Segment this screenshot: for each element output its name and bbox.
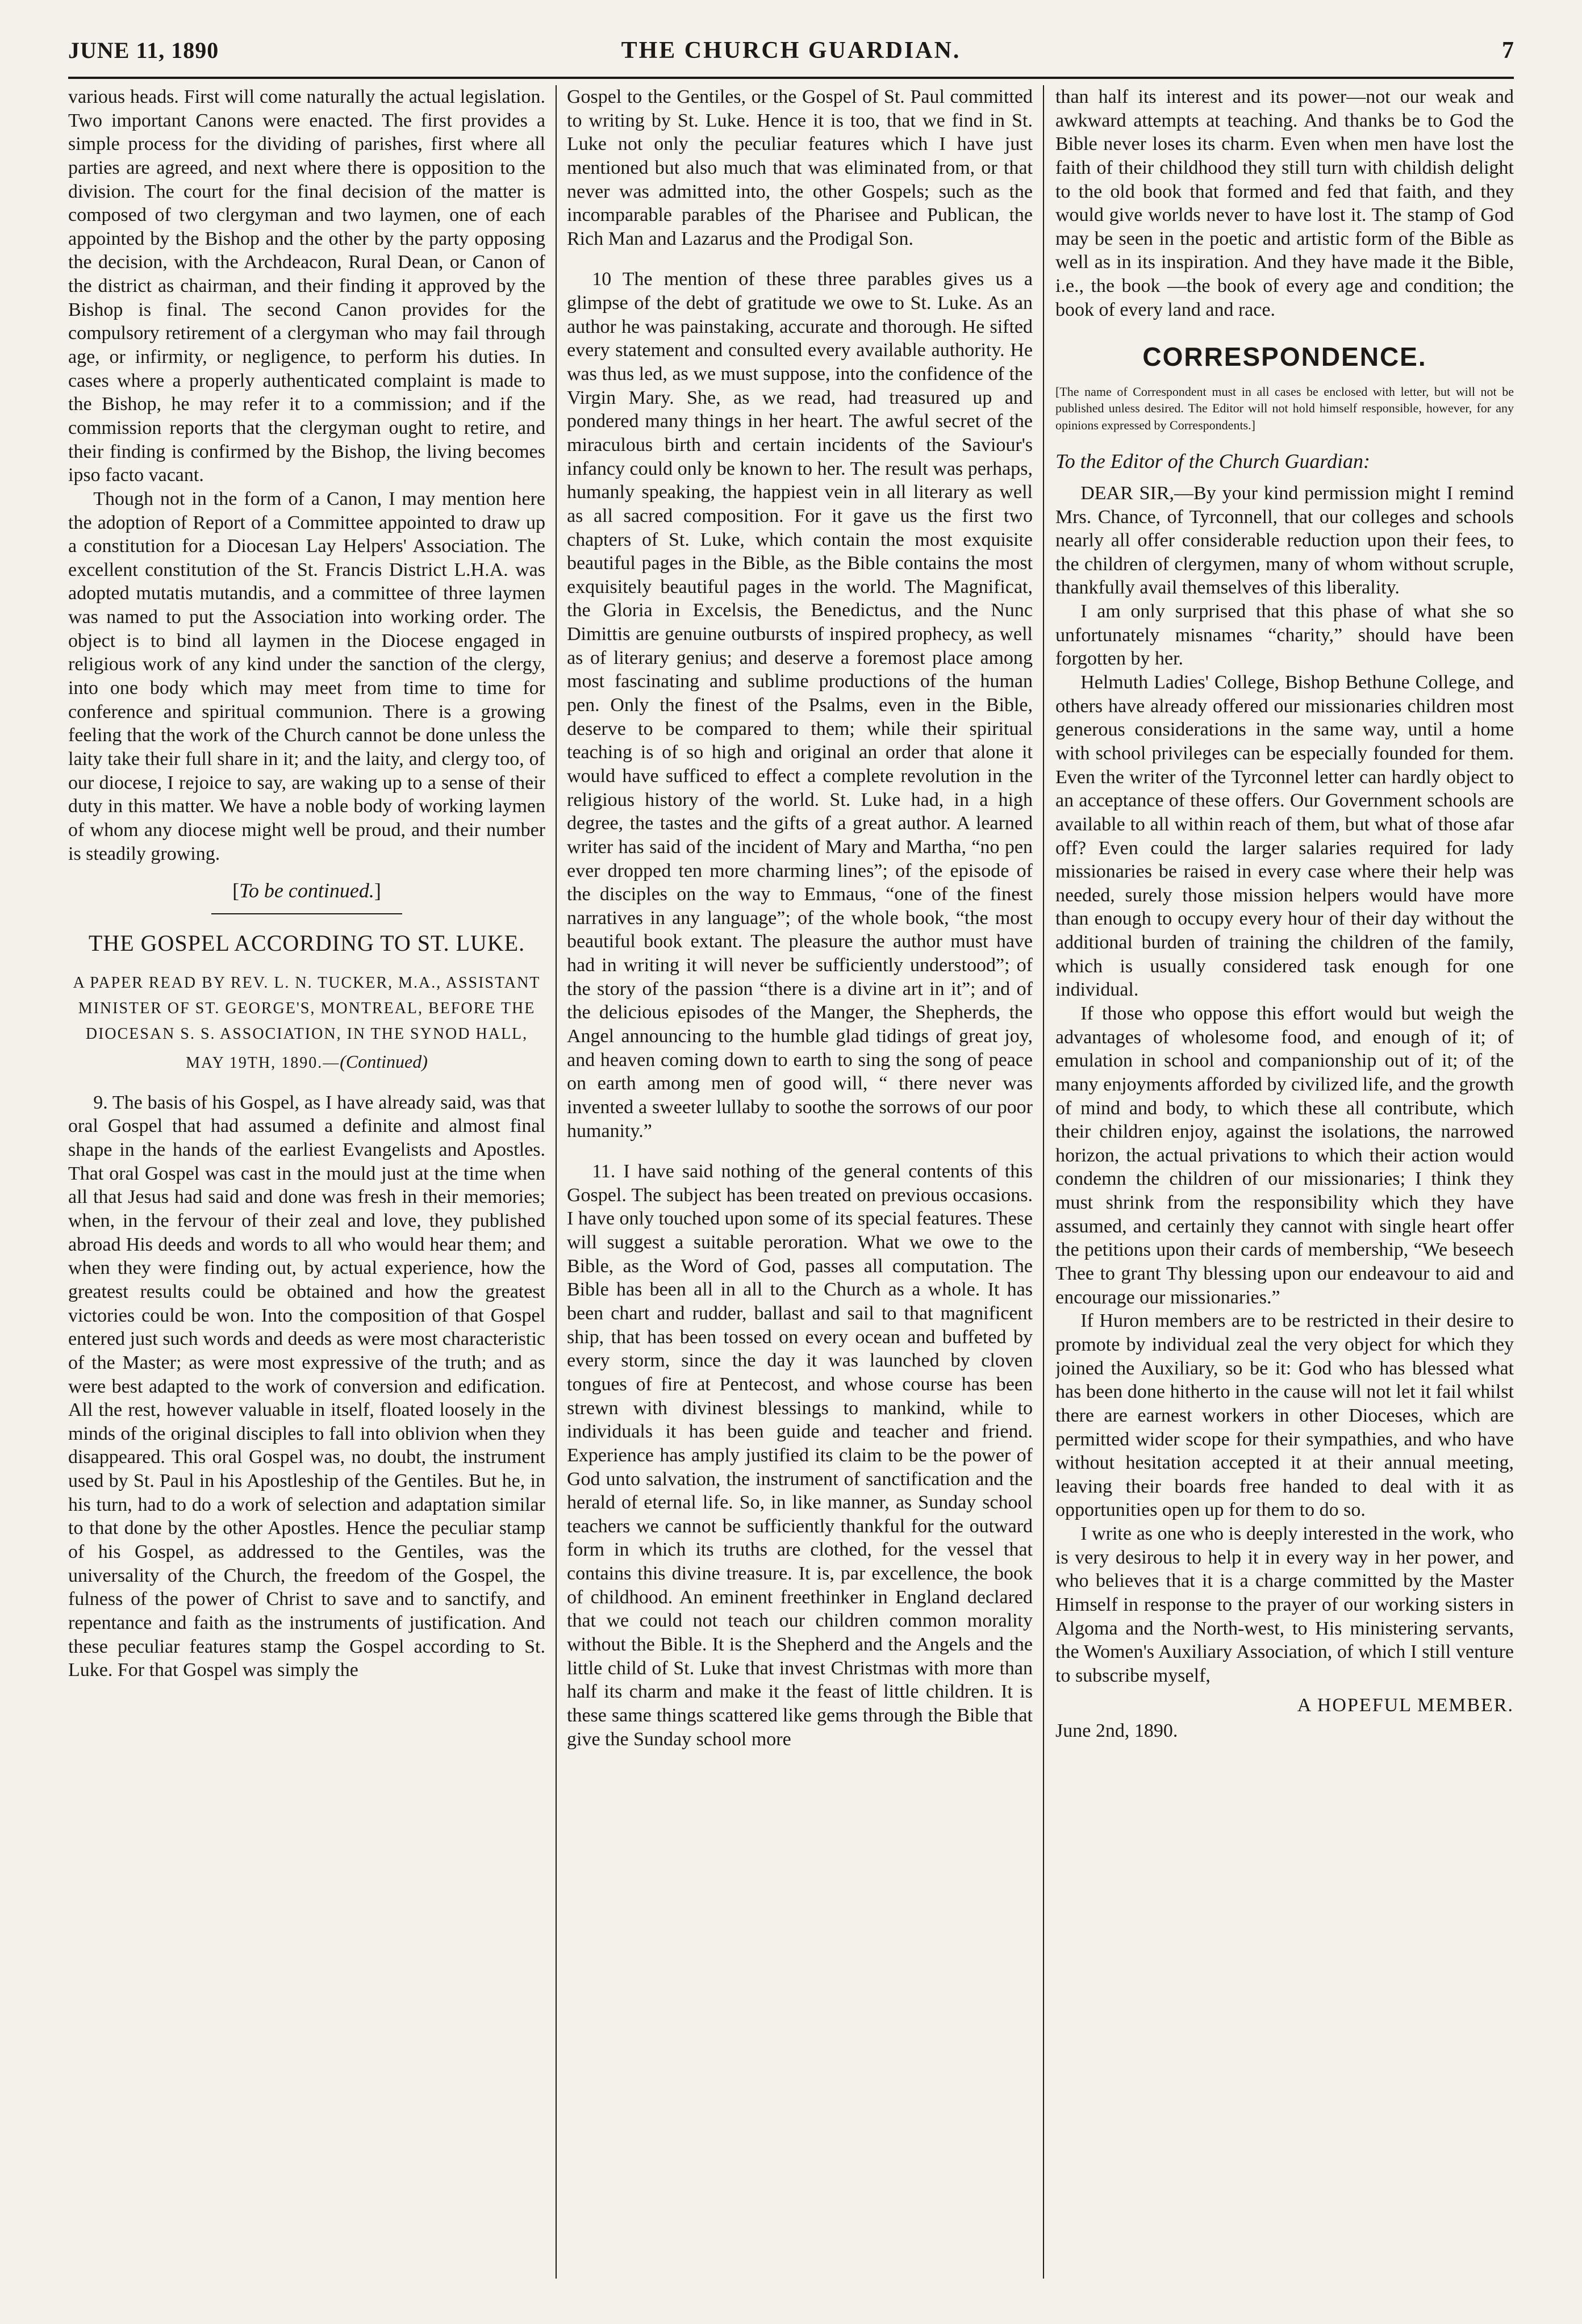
column-3	[1055, 85, 1514, 2279]
letter-paragraph: I am only surprised that this phase of what she so unfortunately misnames “charity,” should have been forgotten by her.	[1055, 601, 1514, 670]
letter-paragraph: If those who oppose this effort would but weigh the advantages of wholesome food, and enough of it; of emulation in school and companionship out of it; of the many enjoyments afforded by civilized life, and the growth of mind and body, to which these all contribute, which their children enjoy, against the isolations, the narrowed horizon, the actual privations to which their action would condemn the children of our missionaries; I think they must shrink from the responsibility which they have assumed, and certainly they cannot with single heart offer the petitions upon their cards of membership, “We beseech Thee to grant Thy blessing upon our endeavour to aid and encourage our missionaries.”	[1055, 1003, 1514, 1308]
page-header	[68, 31, 1514, 79]
letter-paragraph: I write as one who is deeply interested in the work, who is very desirous to help it in every way in her power, and who believes that it is a charge committed by the Master Himself in response to the prayer of our working sisters in Algoma and the North-west, to His ministering servants, the Women's Auxiliary Association, of which I still venture to subscribe myself,	[1055, 1523, 1514, 1686]
article-paragraph: 11. I have said nothing of the general contents of this Gospel. The subject has been treated on previous occasions. I have only touched upon some of its special features. These will suggest a suitable peroration. What we owe to the Bible, as the Word of God, passes all computation. The Bible has been all in all to the Church as a whole. It has been chart and rudder, ballast and sail to that magnificent ship, that has been tossed on every ocean and buffeted by every storm, since the day it was launched by cloven tongues of fire at Pentecost, and whose course has been strewn with divinest blessings to mankind, while to individuals it has been guide and teacher and friend. Experience has amply justified its claim to be the power of God unto salvation, the instrument of sanctification and the herald of eternal life. So, in like manner, as Sunday school teachers we cannot be sufficiently thankful for the outward form in which its truths are clothed, for the vessel that contains this divine treasure. It is, par excellence, the book of childhood. An eminent freethinker in England declared that we could not teach our children common morality without the Bible. It is the Shepherd and the Angels and the little child of St. Luke that invest Christmas with more than half its charm and make it the feast of little children. It is these same things scattered like gems through the Bible that give the Sunday school more	[567, 1161, 1033, 1750]
article-paragraph: 9. The basis of his Gospel, as I have already said, was that oral Gospel that had assumed a definite and almost final shape in the hands of the earliest Evangelists and Apostles. That oral Gospel was cast in the mould just at the time when all that Jesus had said and done was fresh in their memories; when, in the fervour of their zeal and love, they published abroad His deeds and words to all who would hear them; and when they were finding out, by actual experience, how the greatest results could be obtained and how the greatest victories could be won. Into the composition of that Gospel entered just such words and deeds as were most characteristic of the Master; as were most expressive of the truth; and as were best adapted to the work of conversion and edification. All the rest, however valuable in itself, floated loosely in the minds of the original disciples to fall into oblivion when they disappeared. This oral Gospel was, no doubt, the instrument used by St. Paul in his Apostleship of the Gentiles. But he, in his turn, had to do a work of selection and adaptation similar to that done by the other Apostles. Hence the peculiar stamp of his Gospel, as addressed to the Gentiles, was the universality of the Church, the freedom of the Gospel, the fulness of the power of Christ to save and to sanctify, and repentance and faith as the instruments of justification. And these peculiar features stamp the Gospel according to St. Luke. For that Gospel was simply the	[68, 1092, 545, 1681]
letter-salutation: To the Editor of the Church Guardian:	[1055, 449, 1371, 473]
article-title: THE GOSPEL ACCORDING TO ST. LUKE.	[88, 930, 525, 956]
letter-paragraph: If Huron members are to be restricted in their desire to promote by individual zeal the very object for which they joined the Auxiliary, so be it: God who has blessed what has been done hitherto in the cause will not let it fail whilst there are earnest workers in other Dioceses, which are permitted wider scope for their sympathies, and who have without hesitation accepted it at their annual meeting, leaving their boards free handed to deal with it as opportunities open up for them to do so.	[1055, 1310, 1514, 1521]
letter-paragraph: DEAR SIR,—By your kind permission might I remind Mrs. Chance, of Tyrconnell, that our colleges and schools nearly all offer considerable reduction upon their fees, to the children of clergymen, many of whom without scruple, thankfully avail themselves of this liberality.	[1055, 482, 1514, 599]
article-paragraph: 10 The mention of these three parables gives us a glimpse of the debt of gratitude we owe to St. Luke. As an author he was painstaking, accurate and thorough. He sifted every statement and consulted every available authority. He was thus led, as we must suppose, into the confidence of the Virgin Mary. She, as we read, had treasured up and pondered many things in her heart. The awful secret of the miraculous birth and certain incidents of the Saviour's infancy could only be known to her. The result was perhaps, humanly speaking, the happiest vein in all literary as well as all sacred composition. For it gave us the first two chapters of St. Luke, which contain the most exquisite beautiful pages in the Bible, as the Bible contains the most exquisitely beautiful pages in the world. The Magnificat, the Gloria in Excelsis, the Benedictus, and the Nunc Dimittis are genuine outbursts of inspired prophecy, as well as of literary genius; and deserve a foremost place among most fascinating and sublime productions of the human pen. Only the finest of the Psalms, even in the Bible, deserve to be compared to them; while their spiritual teaching is of so high and original an order that alone it would have sufficed to effect a complete revolution in the religious history of the world. St. Luke had, in a high degree, the tastes and the gifts of a great author. A learned writer has said of the incident of Mary and Martha, “no pen ever dropped ten more charming lines”; of the episode of the disciples on the way to Emmaus, “one of the finest narratives in any language”; of the whole book, “the most beautiful book extant. The pleasure the author must have had in writing it will never be sufficiently understood”; of the story of the passion “there is a divine art in it”; and of the delicious episodes of the Manger, the Shepherds, the Angel announcing to the humble glad tidings of great joy, and heaven coming down to earth to sing the song of peace on earth among men of good will, “ there never was invented a sweeter lullaby to soothe the sorrows of our poor humanity.”	[567, 269, 1033, 1142]
page-number: 7	[1502, 37, 1514, 64]
article-paragraph: Though not in the form of a Canon, I may mention here the adoption of Report of a Committee appointed to draw up a constitution for a Diocesan Lay Helpers' Association. The excellent constitution of the St. Francis District L.H.A. was adopted mutatis mutandis, and a committee of three laymen was named to put the Association into working order. The object is to bind all laymen in the Diocese engaged in religious work of any kind under the sanction of the clergy, into one body which may meet from time to time for conference and spiritual communion. There is a growing feeling that the work of the Church cannot be done unless the laity take their full share in it; and the laity, and clergy too, of our diocese, I rejoice to say, are waking up to a sense of their duty in this matter. We have a noble body of working laymen of whom any diocese might well be proud, and their number is steadily growing.	[68, 488, 545, 864]
issue-date: JUNE 11, 1890	[68, 37, 219, 63]
section-divider	[211, 913, 402, 914]
letter-paragraph: Helmuth Ladies' College, Bishop Bethune College, and others have already offered our missionaries children most generous considerations in the same way, until a home with school privileges can be especially founded for them. Even the writer of the Tyrconnel letter can hardly object to an acceptance of these offers. Our Government schools are available to all within reach of them, but what of those afar off? Even could the larger salaries required for lady missionaries be raised in every case where their help was needed, surely those mission helpers would have more than enough to occupy every hour of their day without the additional burden of training the children of the family, which is usually considered task enough for one individual.	[1055, 672, 1514, 1001]
column-2	[567, 85, 1033, 2279]
column-rule-2	[1043, 85, 1044, 2279]
masthead-title: THE CHURCH GUARDIAN.	[621, 37, 961, 64]
correspondence-heading: CORRESPONDENCE.	[1142, 342, 1427, 372]
continued-note: [To be continued.]	[232, 879, 381, 902]
letter-date: June 2nd, 1890.	[1055, 1720, 1178, 1742]
editorial-note: [The name of Correspondent must in all cases be enclosed with letter, but will not be published unless desired. The Editor will not hold himself responsible, however, for any opinions expressed by Correspondents.]	[1055, 384, 1514, 433]
article-paragraph: various heads. First will come naturally the actual legislation. Two important Canons were enacted. The first provides a simple process for the dividing of parishes, first where all parties are agreed, and next where there is opposition to the division. The court for the final decision of the matter is composed of two clergyman and two laymen, one of each appointed by the Bishop and the other by the party opposing the decision, with the Archdeacon, Rural Dean, or Canon of the district as chairman, and their finding it approved by the Bishop is final. The second Canon provides for the compulsory retirement of a clergyman who may fail through age, or infirmity, or negligence, to perform his duties. In cases where a properly authenticated complaint is made to the Bishop, he may refer it to a commission; and if the commission reports that the clergyman ought to retire, and their finding is confirmed by the Bishop, the living becomes ipso facto vacant.	[68, 86, 545, 486]
column-1	[68, 85, 545, 2279]
article-paragraph: Gospel to the Gentiles, or the Gospel of St. Paul committed to writing by St. Luke. Hence it is too, that we find in St. Luke not only the peculiar features which I have just mentioned but also much that was eliminated from, or that never was admitted into, the other Gospels; such as the incomparable parables of the Pharisee and Publican, the Rich Man and Lazarus and the Prodigal Son.	[567, 86, 1033, 249]
column-rule-1	[556, 85, 557, 2279]
article-byline: A PAPER READ BY REV. L. N. TUCKER, M.A., ASSISTANT MINISTER OF ST. GEORGE'S, MONTREAL, BEFORE THE DIOCESAN S. S. ASSOCIATION, IN THE SYNOD HALL, MAY 19TH, 1890.—(Continued)	[73, 974, 541, 1072]
letter-signature: A HOPEFUL MEMBER.	[1297, 1694, 1514, 1716]
article-paragraph: than half its interest and its power—not our weak and awkward attempts at teaching. And thanks be to God the Bible never loses its charm. Even when men have lost the faith of their childhood they still turn with childish delight to the old book that formed and fed that faith, and they would give worlds never to have lost it. The stamp of God may be seen in the poetic and artistic form of the Bible as well as in its inspiration. And they have made it the Bible, i.e., the book —the book of every age and condition; the book of every land and race.	[1055, 86, 1514, 320]
